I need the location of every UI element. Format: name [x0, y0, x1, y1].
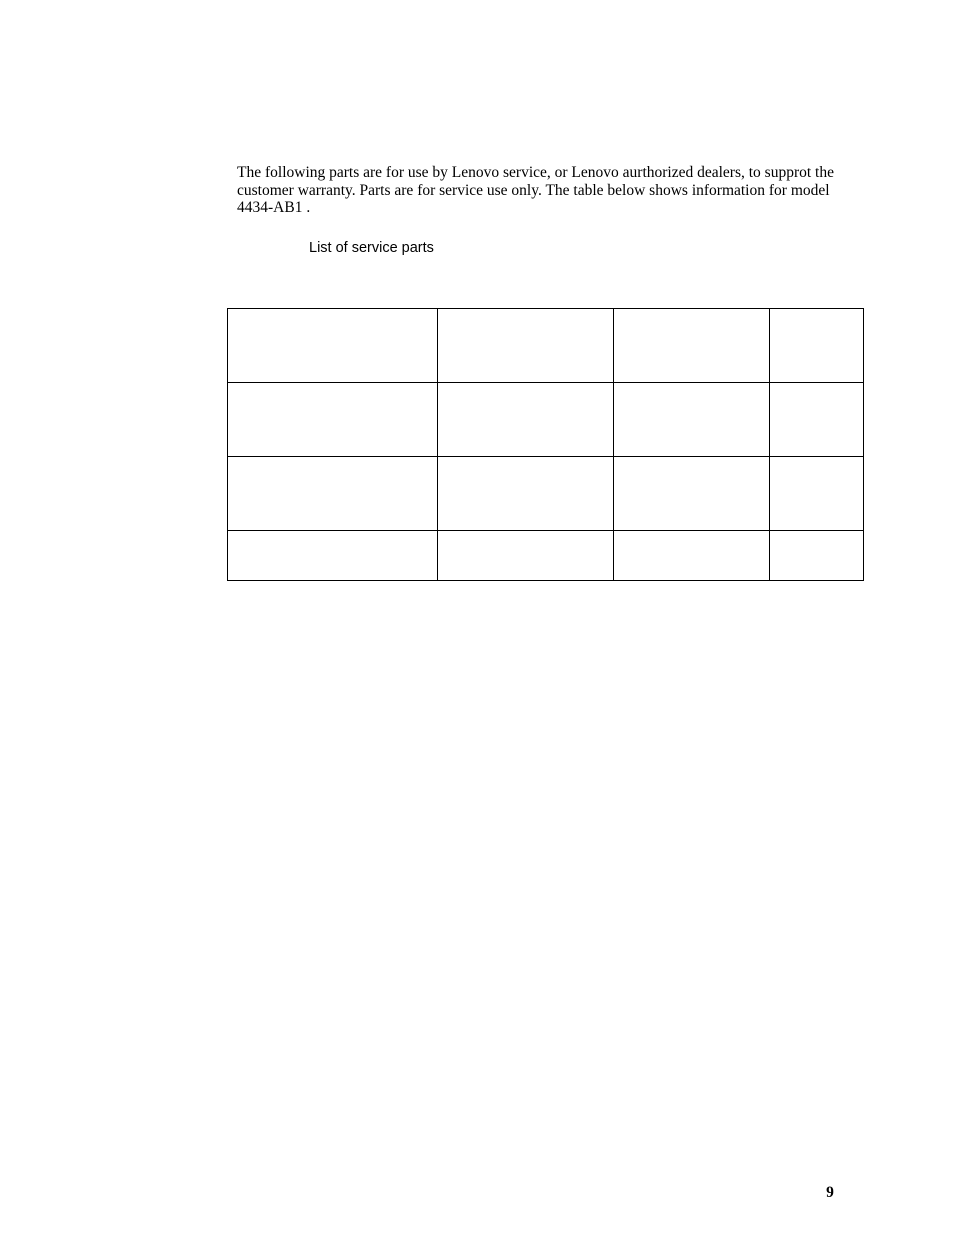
table-cell	[438, 531, 614, 581]
table-cell	[228, 309, 438, 383]
table-cell	[614, 309, 770, 383]
table-cell	[770, 383, 864, 457]
intro-paragraph: The following parts are for use by Lenovo service, or Lenovo aurthorized dealers, to supprot the customer warranty. Parts are for service use only. The table below shows information for model 4434-AB1 .	[237, 164, 834, 216]
table-cell	[438, 457, 614, 531]
table-cell	[770, 531, 864, 581]
table-cell	[228, 531, 438, 581]
table-cell	[770, 457, 864, 531]
table-cell	[438, 309, 614, 383]
page-number: 9	[826, 1184, 834, 1201]
table-cell	[228, 383, 438, 457]
table-caption: List of service parts	[309, 240, 434, 256]
table-row	[228, 309, 864, 383]
table-cell	[614, 457, 770, 531]
service-parts-table	[227, 308, 864, 581]
table-row	[228, 457, 864, 531]
table-cell	[770, 309, 864, 383]
table-row	[228, 531, 864, 581]
table-row	[228, 383, 864, 457]
table-cell	[614, 383, 770, 457]
table-cell	[614, 531, 770, 581]
table-cell	[438, 383, 614, 457]
table-cell	[228, 457, 438, 531]
